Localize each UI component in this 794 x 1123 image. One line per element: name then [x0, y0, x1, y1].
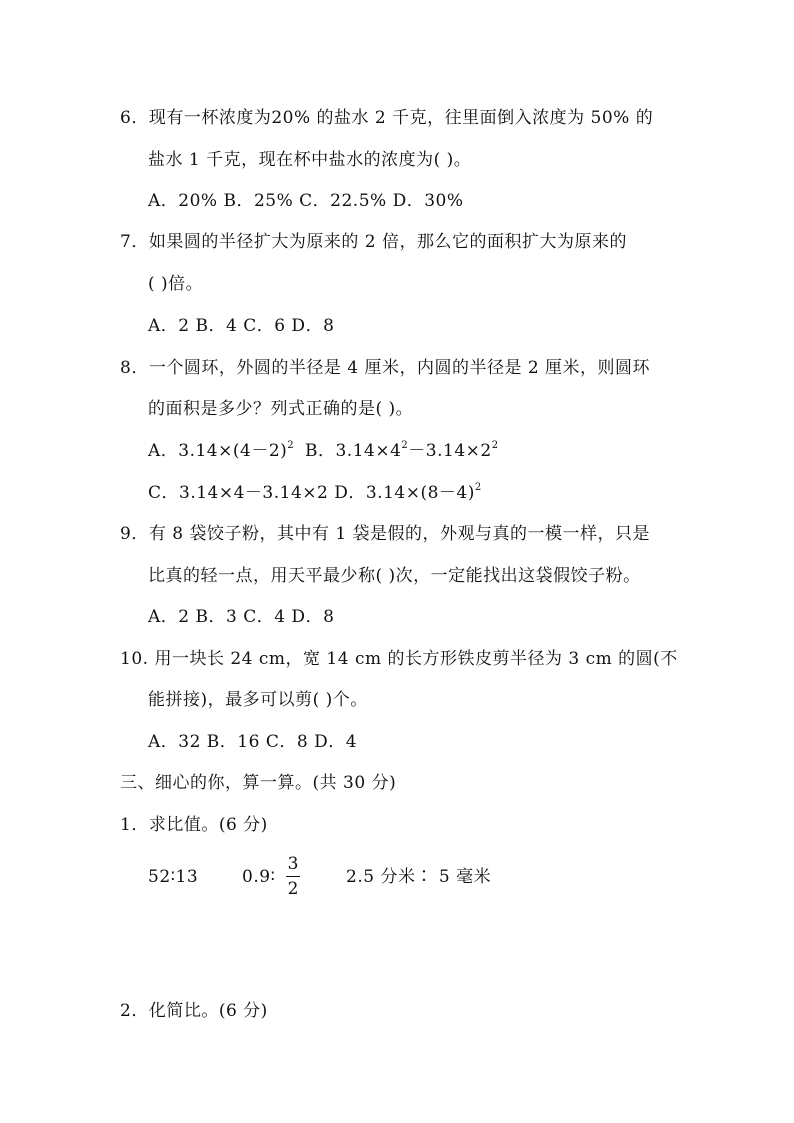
- question-8-option-a: [148, 440, 294, 462]
- ratio-expression-3: 2.5 分米∶ 5 毫米: [346, 867, 492, 887]
- question-8-option-a-exponent: 2: [287, 440, 295, 451]
- question-8-option-b: [305, 440, 499, 462]
- question-7-options: A．2 B．4 C．6 D．8: [148, 316, 335, 336]
- question-8-option-b-text: B．3.14×4: [305, 441, 402, 461]
- question-10-line-1: 10. 用一块长 24 cm，宽 14 cm 的长方形铁皮剪半径为 3 cm 的圆(不: [120, 649, 678, 669]
- question-7-line-2: ( )倍。: [148, 274, 204, 294]
- fraction-numerator: 3: [287, 854, 299, 874]
- question-6-line-1: 6．现有一杯浓度为20% 的盐水 2 千克，往里面倒入浓度为 50% 的: [120, 108, 654, 128]
- question-6-line-2: 盐水 1 千克，现在杯中盐水的浓度为( )。: [148, 150, 472, 170]
- question-6-options: A．20% B．25% C．22.5% D．30%: [148, 191, 464, 211]
- question-9-line-1: 9．有 8 袋饺子粉，其中有 1 袋是假的，外观与真的一模一样，只是: [120, 524, 651, 544]
- fraction-three-halves: [286, 854, 300, 899]
- question-7-line-1: 7．如果圆的半径扩大为原来的 2 倍，那么它的面积扩大为原来的: [120, 232, 627, 252]
- question-8-line-2: 的面积是多少？列式正确的是( )。: [148, 399, 414, 419]
- section-3-q1-title: 1．求比值。(6 分): [120, 815, 268, 835]
- section-3-heading: 三、细心的你，算一算。(共 30 分): [120, 773, 397, 793]
- ratio-expression-1: 52∶13: [148, 867, 199, 887]
- question-9-line-2: 比真的轻一点，用天平最少称( )次，一定能找出这袋假饺子粉。: [148, 566, 641, 586]
- question-8-options-cd-text: C．3.14×4－3.14×2 D．3.14×(8－4): [148, 483, 475, 503]
- question-8-option-b-exponent-2: 2: [491, 440, 499, 451]
- question-8-option-b-rest: －3.14×2: [408, 441, 492, 461]
- fraction-denominator: 2: [287, 879, 299, 899]
- question-9-options: A．2 B．3 C．4 D．8: [148, 607, 335, 627]
- question-8-option-b-exponent: 2: [401, 440, 409, 451]
- question-10-line-2: 能拼接)，最多可以剪( )个。: [148, 690, 368, 710]
- question-8-options-cd: [148, 482, 482, 504]
- section-3-q2-title: 2．化简比。(6 分): [120, 1001, 268, 1021]
- fraction-bar: [286, 876, 300, 877]
- question-8-option-a-text: A．3.14×(4－2): [148, 441, 288, 461]
- question-8-option-d-exponent: 2: [474, 482, 482, 493]
- question-10-options: A．32 B．16 C．8 D．4: [148, 732, 358, 752]
- ratio-expression-2-prefix: 0.9∶: [242, 867, 276, 887]
- question-8-line-1: 8．一个圆环，外圆的半径是 4 厘米，内圆的半径是 2 厘米，则圆环: [120, 358, 651, 378]
